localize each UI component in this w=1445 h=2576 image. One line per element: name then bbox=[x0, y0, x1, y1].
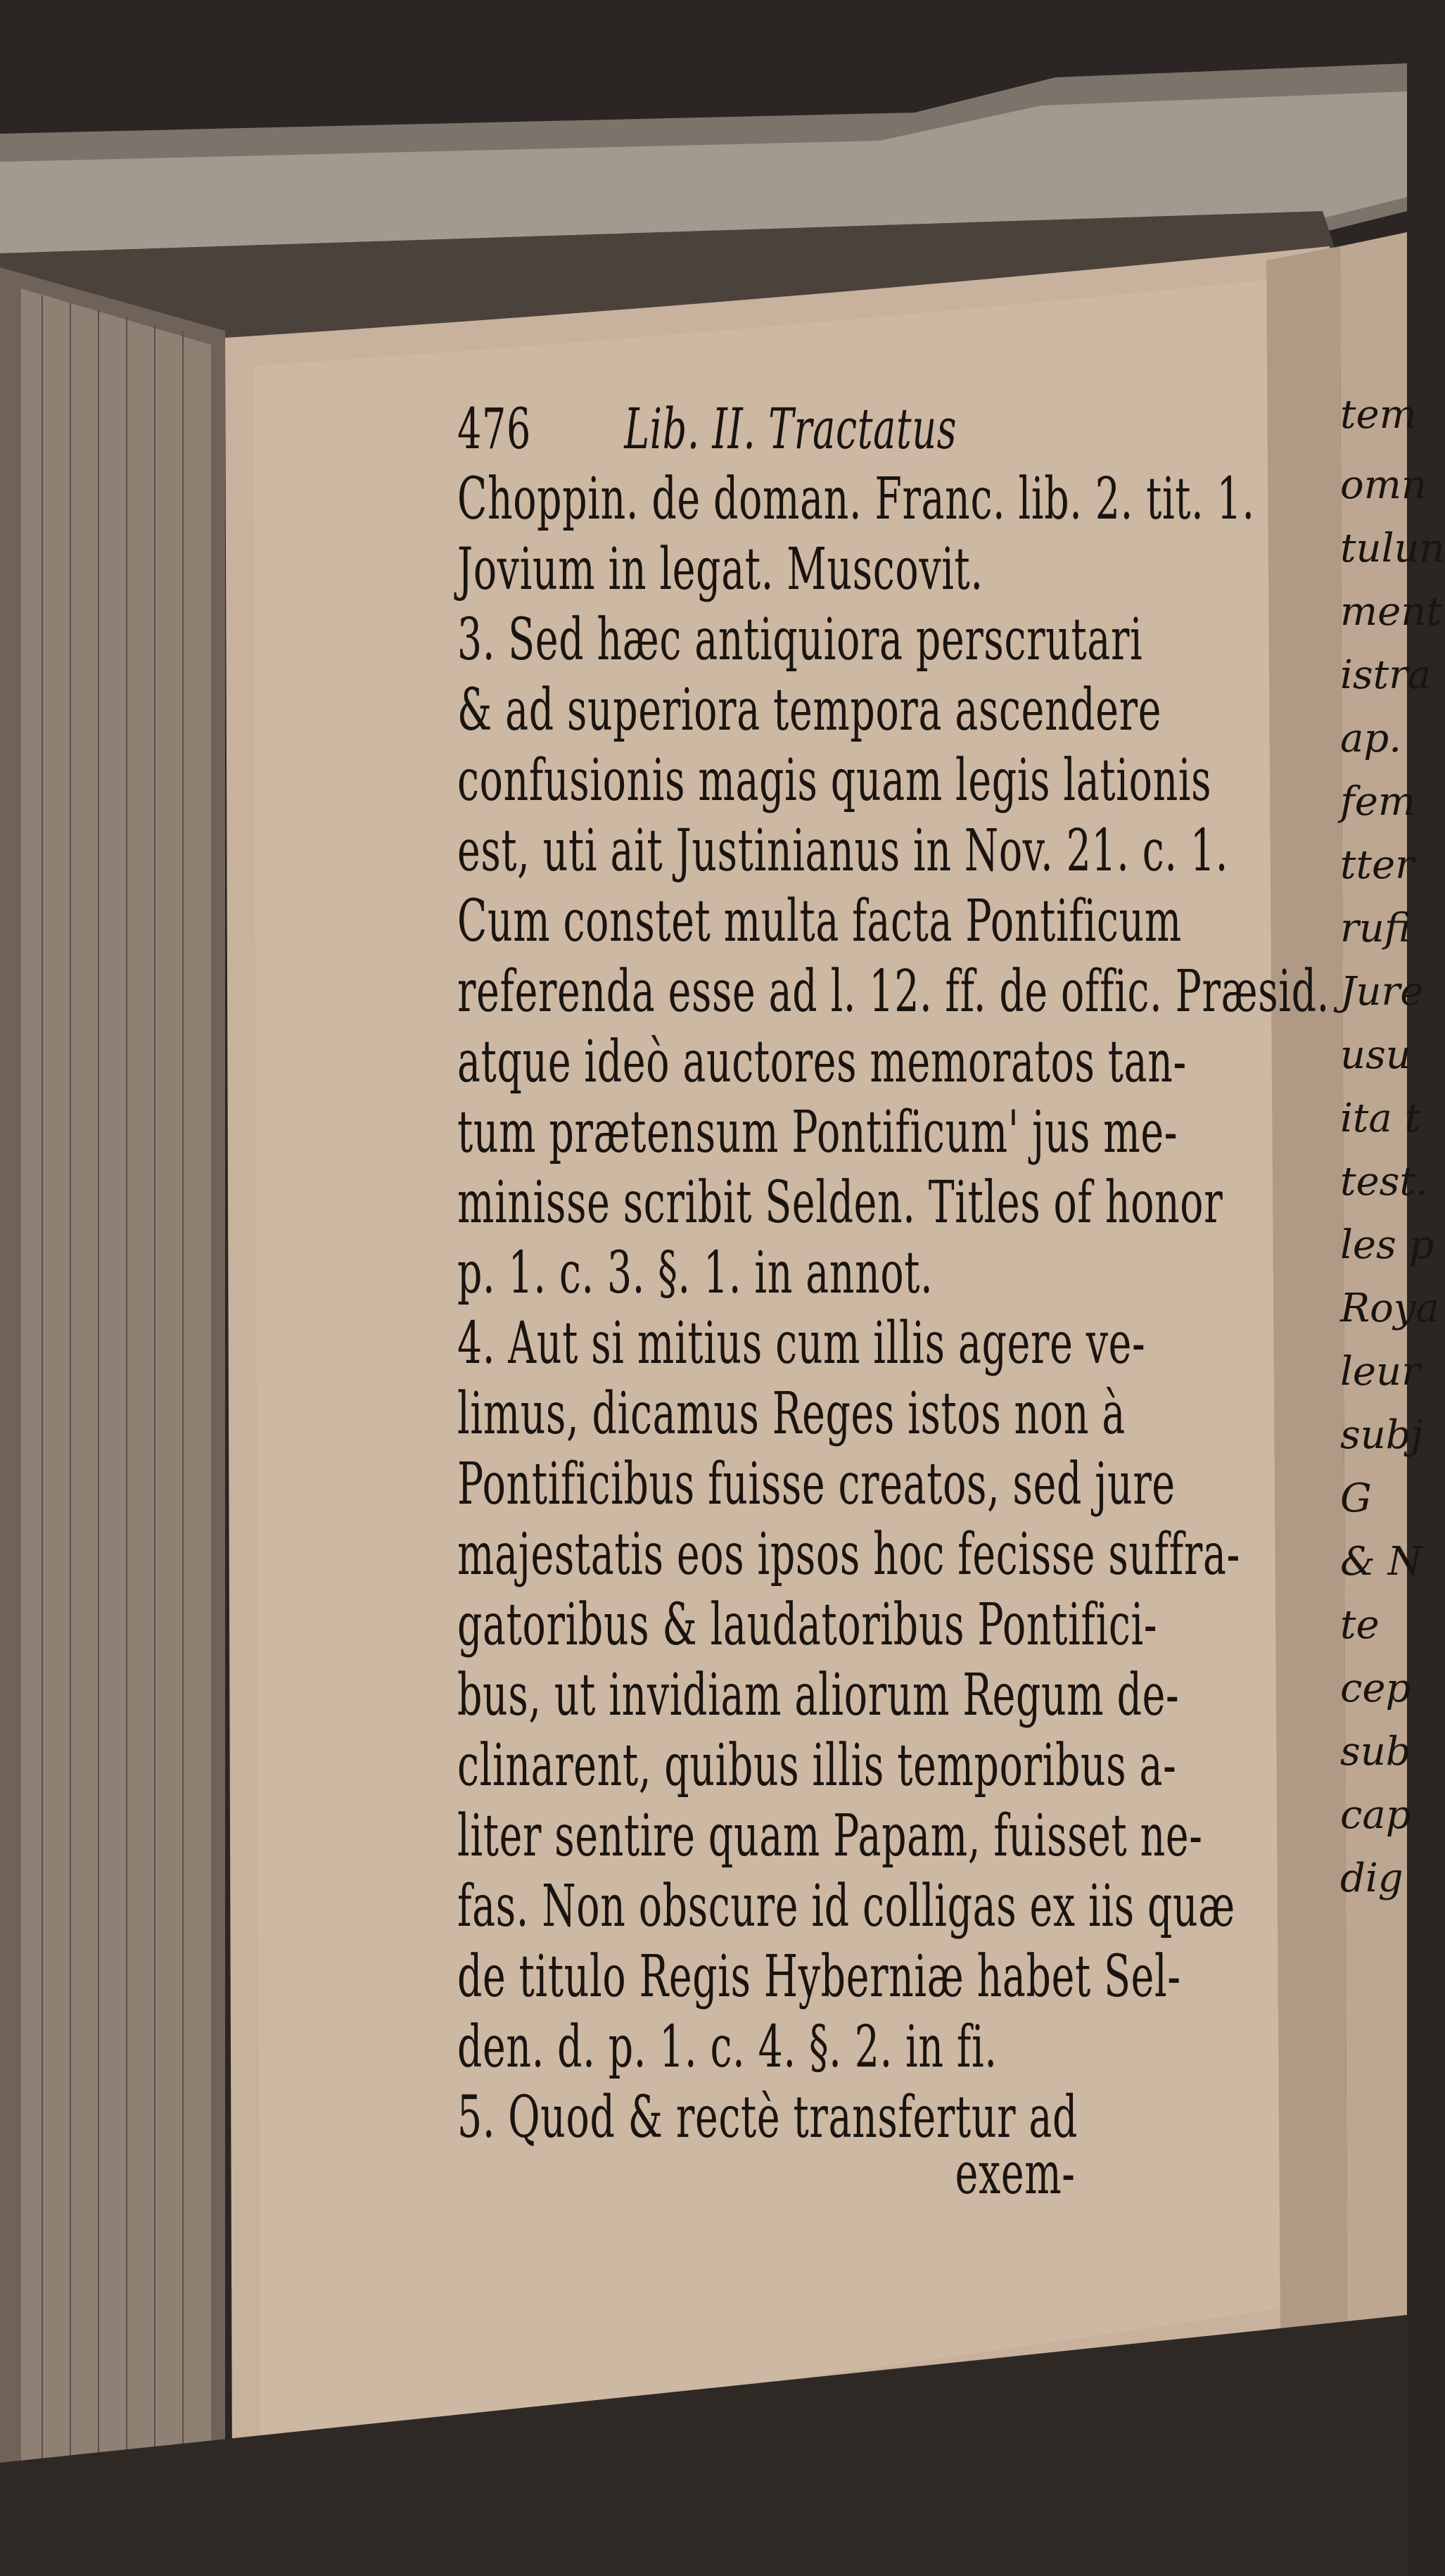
text-line: de titulo Regis Hyberniæ habet Sel- bbox=[457, 1943, 1181, 2010]
facing-fragment: fem bbox=[1340, 779, 1415, 825]
text-line: den. d. p. 1. c. 4. §. 2. in fi. bbox=[457, 2014, 998, 2081]
page-number: 476 bbox=[457, 396, 531, 462]
facing-fragment: istra bbox=[1340, 652, 1432, 698]
facing-fragment: & N bbox=[1340, 1539, 1422, 1585]
text-line: clinarent, quibus illis temporibus a- bbox=[457, 1732, 1177, 1799]
text-line: minisse scribit Selden. Titles of honor bbox=[457, 1169, 1223, 1236]
text-line: gatoribus & laudatoribus Pontifici- bbox=[457, 1592, 1158, 1658]
facing-fragment: subj bbox=[1340, 1412, 1424, 1458]
facing-fragment: sub bbox=[1340, 1729, 1411, 1775]
facing-fragment: te bbox=[1340, 1602, 1380, 1648]
page-text bbox=[457, 394, 1330, 2207]
text-line: atque ideò auctores memoratos tan- bbox=[457, 1029, 1187, 1096]
catchword: exem- bbox=[955, 2140, 1076, 2207]
text-line: 3. Sed hæc antiquiora perscrutari bbox=[457, 607, 1143, 673]
text-line: fas. Non obscure id colligas ex iis quæ bbox=[457, 1873, 1235, 1940]
facing-fragment: ap. bbox=[1340, 716, 1402, 761]
facing-fragment: les p bbox=[1340, 1222, 1434, 1268]
text-line: Pontificibus fuisse creatos, sed jure bbox=[457, 1451, 1176, 1518]
facing-page-fragments bbox=[1340, 392, 1445, 2294]
facing-fragment: cep bbox=[1340, 1665, 1411, 1711]
text-line: confusionis magis quam legis lationis bbox=[457, 747, 1212, 814]
facing-fragment: tter bbox=[1340, 842, 1414, 888]
facing-fragment: G bbox=[1340, 1476, 1372, 1521]
facing-fragment: cap bbox=[1340, 1792, 1411, 1838]
text-line: 4. Aut si mitius cum illis agere ve- bbox=[457, 1310, 1146, 1377]
text-line: 5. Quod & rectè transfertur ad bbox=[457, 2084, 1078, 2151]
facing-fragment: omn bbox=[1340, 462, 1427, 508]
facing-fragment: leur bbox=[1340, 1349, 1420, 1395]
facing-fragment: tulun bbox=[1340, 526, 1445, 571]
running-header bbox=[457, 394, 957, 464]
text-line: bus, ut invidiam aliorum Regum de- bbox=[457, 1662, 1180, 1729]
text-line: liter sentire quam Papam, fuisset ne- bbox=[457, 1803, 1203, 1870]
facing-fragment: Roya bbox=[1340, 1286, 1439, 1331]
facing-fragment: usu bbox=[1340, 1032, 1411, 1078]
text-line: Jovium in legat. Muscovit. bbox=[457, 536, 984, 603]
facing-fragment: ment bbox=[1340, 589, 1442, 635]
text-line: tum prætensum Pontificum' jus me- bbox=[457, 1099, 1178, 1166]
running-title: Lib. II. Tractatus bbox=[624, 396, 957, 462]
facing-fragment: Jure bbox=[1340, 969, 1424, 1015]
facing-fragment: ita t bbox=[1340, 1096, 1421, 1141]
facing-fragment: dig bbox=[1340, 1855, 1403, 1901]
text-line: est, uti ait Justinianus in Nov. 21. c. 1. bbox=[457, 818, 1228, 884]
facing-fragment: rufi bbox=[1340, 906, 1411, 951]
text-line: referenda esse ad l. 12. ff. de offic. Præsid. bbox=[457, 958, 1330, 1025]
facing-fragment: tem bbox=[1340, 392, 1417, 438]
text-line: p. 1. c. 3. §. 1. in annot. bbox=[457, 1240, 934, 1307]
text-line: Cum constet multa facta Pontificum bbox=[457, 888, 1182, 955]
text-line: Choppin. de doman. Franc. lib. 2. tit. 1. bbox=[457, 466, 1255, 533]
facing-fragment: test. bbox=[1340, 1159, 1428, 1205]
text-line: limus, dicamus Reges istos non à bbox=[457, 1381, 1126, 1447]
text-line: & ad superiora tempora ascendere bbox=[457, 677, 1162, 744]
text-line: majestatis eos ipsos hoc fecisse suffra- bbox=[457, 1521, 1240, 1588]
